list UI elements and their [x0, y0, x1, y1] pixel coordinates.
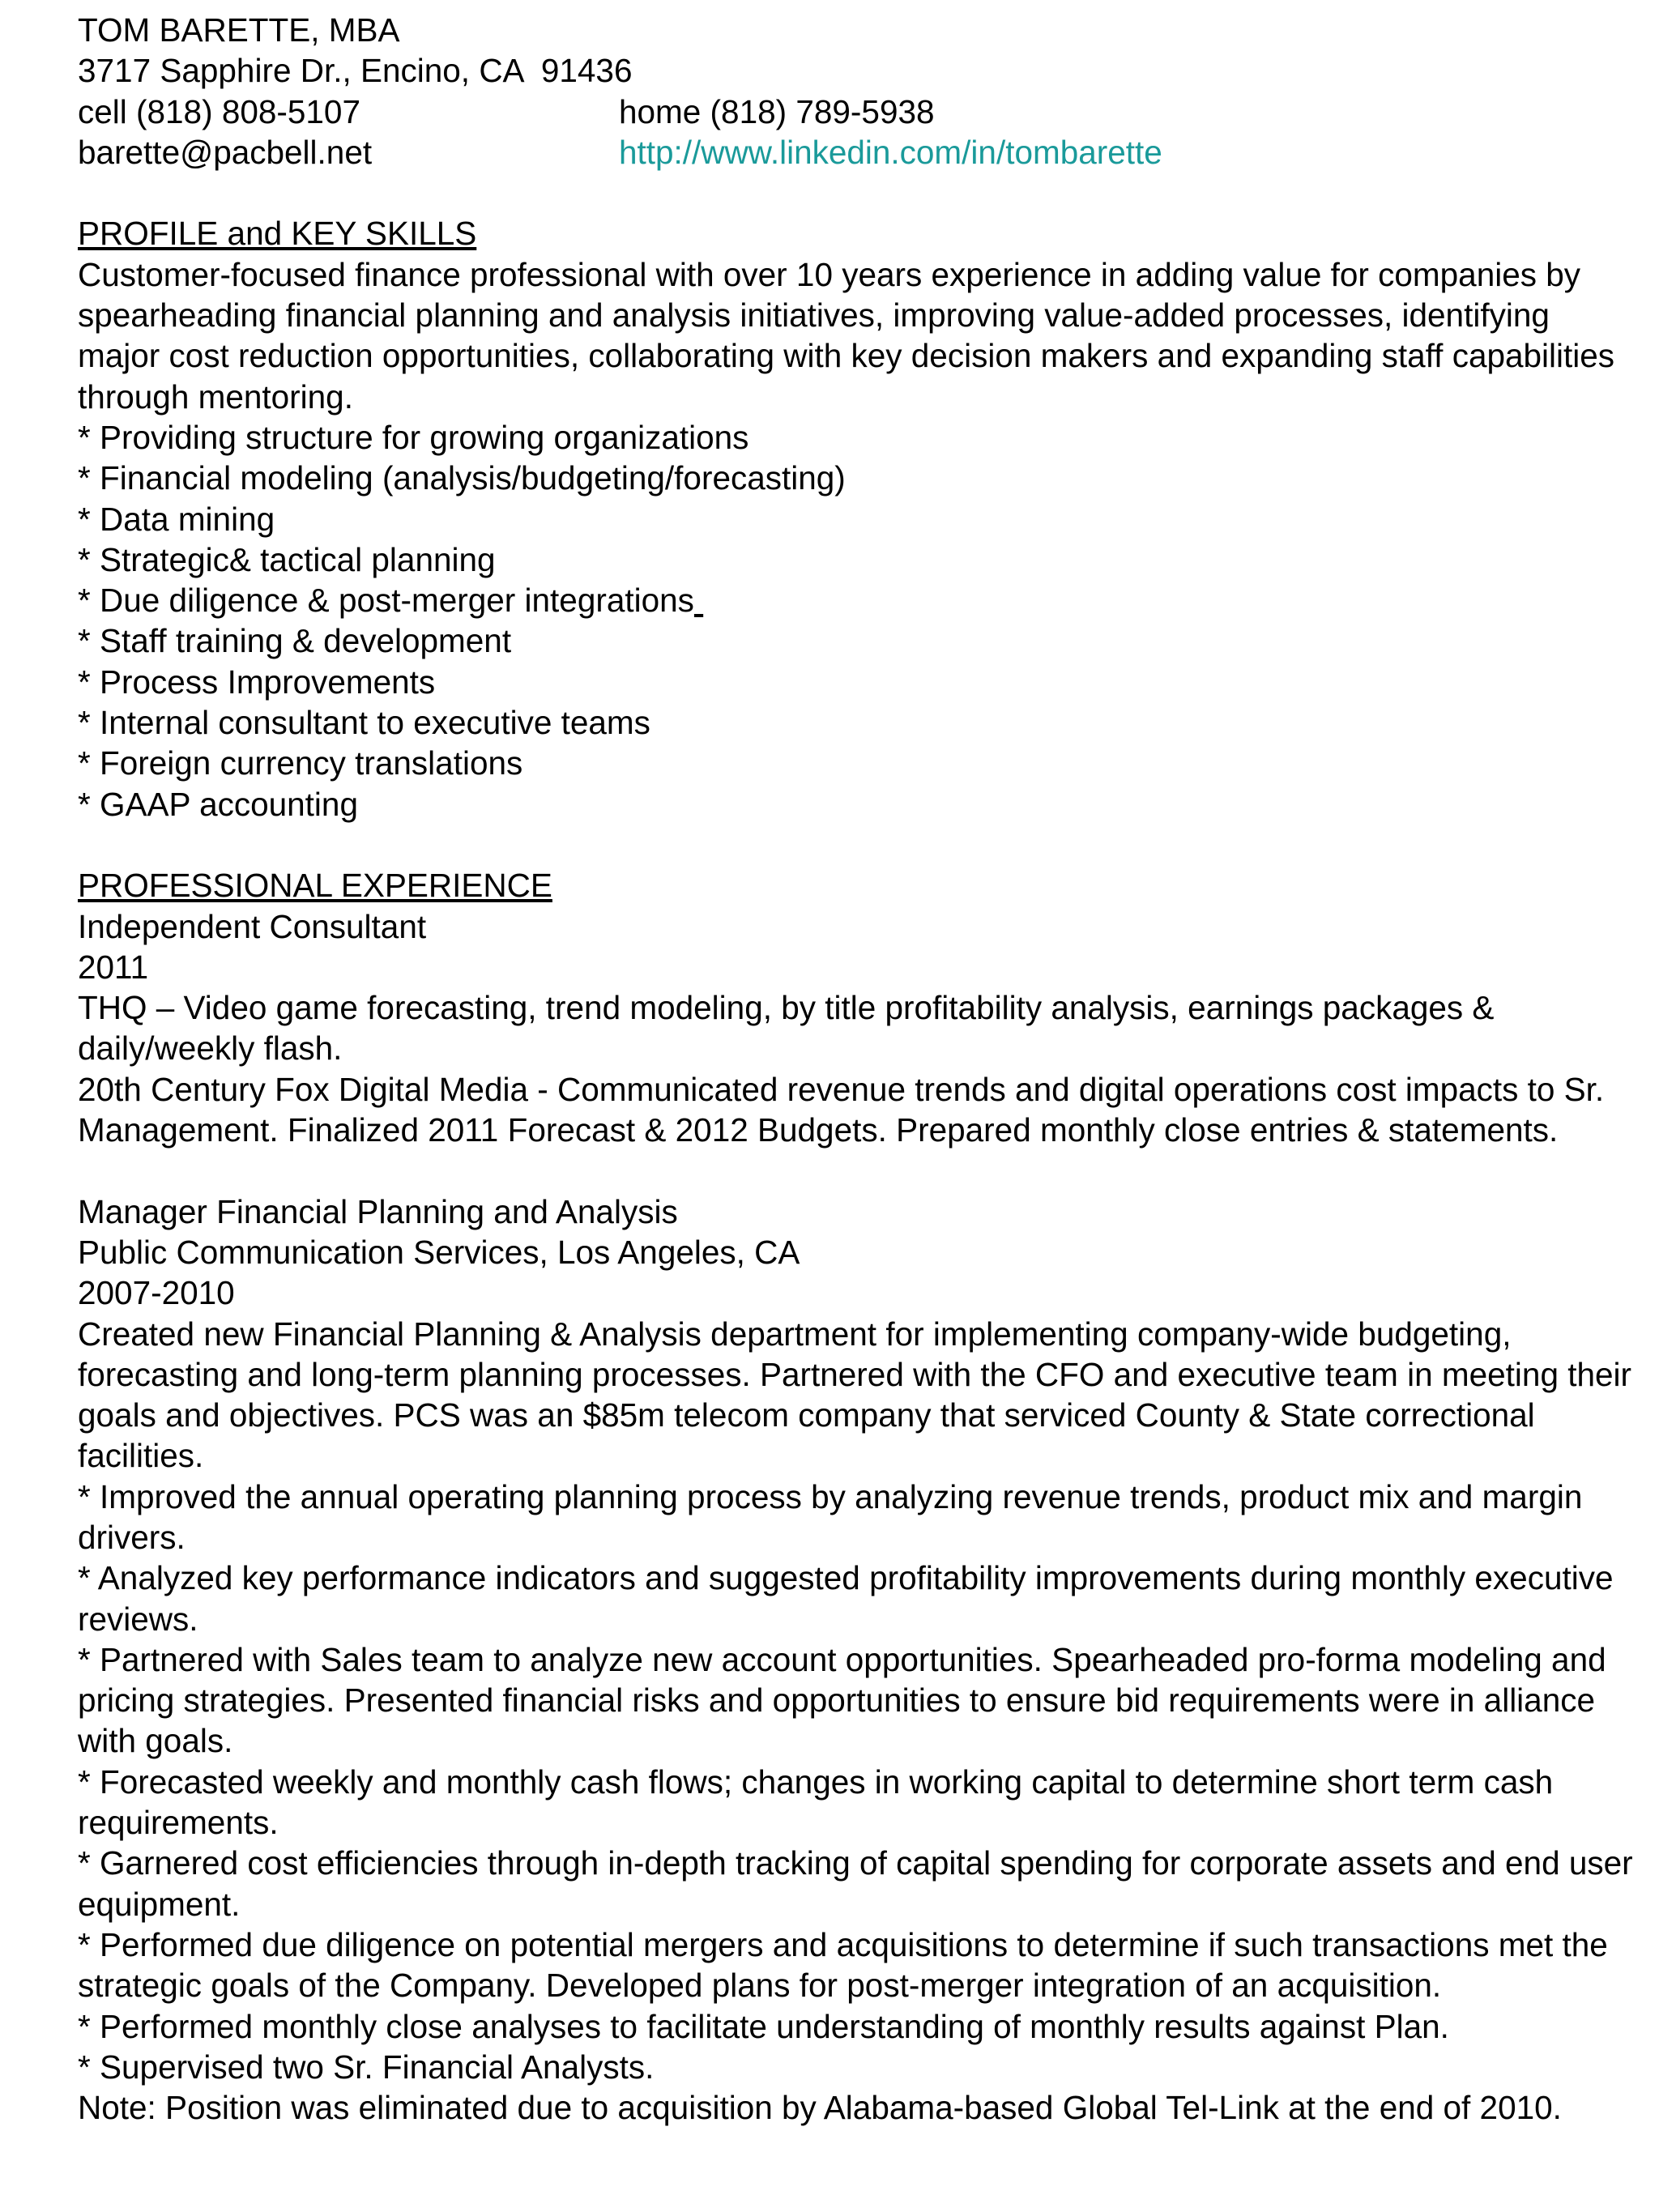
profile-heading: PROFILE and KEY SKILLS	[78, 215, 477, 253]
pcs-bullet: * Performed due diligence on potential mergers and acquisitions to determine if such transactions met the strategic goals of the Company. Developed plans for post-merger integration of an acquisition.	[78, 1925, 1608, 2005]
pcs-bullet: * Forecasted weekly and monthly cash flows; changes in working capital to determine short term cash requirements.	[78, 1762, 1554, 1842]
spacer	[78, 825, 1633, 865]
spacer	[78, 1150, 1633, 1191]
profile-summary: Customer-focused finance professional with over 10 years experience in adding value for companies by spearheading financial planning and analysis initiatives, improving value-added processes, identifying major cost reduction opportunities, collaborating with key decision makers and expanding staff capabilities through mentoring.	[78, 255, 1615, 416]
candidate-name: TOM BARETTE, MBA	[78, 11, 400, 49]
pcs-company: Public Communication Services, Los Angeles, CA	[78, 1233, 800, 1271]
pcs-bullet: * Analyzed key performance indicators and suggested profitability improvements during monthly executive reviews.	[78, 1559, 1614, 1638]
street-address: 3717 Sapphire Dr., Encino, CA 91436	[78, 52, 633, 90]
pcs-bullet: * Partnered with Sales team to analyze new account opportunities. Spearheaded pro-forma modeling and pricing strategies. Presented financial risks and opportunities to ensure bid requirements were in alliance with goals.	[78, 1640, 1606, 1760]
pcs-summary: Created new Financial Planning & Analysis department for implementing company-wide budgeting, forecasting and long-term planning processes. Partnered with the CFO and executive team in meeting their goals and objectives. PCS was an $85m telecom company that serviced County & State correctional facilities.	[78, 1315, 1632, 1475]
pcs-title: Manager Financial Planning and Analysis	[78, 1192, 678, 1230]
web-row	[78, 132, 1633, 173]
consultant-thq: THQ – Video game forecasting, trend modeling, by title profitability analysis, earnings packages & daily/weekly flash.	[78, 989, 1495, 1068]
skill-item: * Financial modeling (analysis/budgeting/forecasting)	[78, 459, 846, 497]
skill-item: * Internal consultant to executive teams	[78, 704, 650, 742]
linkedin-link[interactable]: http://www.linkedin.com/in/tombarette	[619, 133, 1162, 171]
skill-item: * Process Improvements	[78, 663, 436, 701]
experience-heading: PROFESSIONAL EXPERIENCE	[78, 867, 552, 905]
home-phone: home (818) 789-5938	[619, 92, 935, 130]
skill-item: * Foreign currency translations	[78, 744, 523, 782]
skill-item: * Data mining	[78, 500, 275, 538]
phone-row	[78, 92, 1633, 132]
pcs-bullet: * Supervised two Sr. Financial Analysts.	[78, 2048, 655, 2086]
skill-item: * Staff training & development	[78, 622, 512, 660]
pcs-bullet: * Improved the annual operating planning process by analyzing revenue trends, product mix and margin drivers.	[78, 1477, 1583, 1556]
pcs-bullet-list	[78, 1477, 1633, 2087]
pcs-note: Note: Position was eliminated due to acquisition by Alabama-based Global Tel-Link at the end of 2010.	[78, 2089, 1562, 2127]
spacer	[78, 173, 1633, 213]
pcs-bullet: * Garnered cost efficiencies through in-depth tracking of capital spending for corporate assets and end user equipment.	[78, 1844, 1633, 1923]
skill-item: * Strategic& tactical planning	[78, 540, 496, 578]
skill-item-text: * Due diligence & post-merger integrations	[78, 582, 694, 620]
email-address: barette@pacbell.net	[78, 133, 373, 171]
skill-item: * GAAP accounting	[78, 785, 358, 823]
skills-list	[78, 417, 1633, 825]
consultant-fox: 20th Century Fox Digital Media - Communicated revenue trends and digital operations cost impacts to Sr. Management. Finalized 2011 Forecast & 2012 Budgets. Prepared monthly close entries & statements.	[78, 1070, 1605, 1149]
consultant-title: Independent Consultant	[78, 907, 427, 945]
skill-item	[78, 580, 1633, 620]
trailing-underline	[694, 582, 703, 619]
pcs-years: 2007-2010	[78, 1274, 235, 1312]
resume-page	[78, 10, 1633, 2128]
skill-item: * Providing structure for growing organizations	[78, 418, 749, 456]
consultant-years: 2011	[78, 948, 149, 986]
cell-phone: cell (818) 808-5107	[78, 92, 360, 130]
pcs-bullet: * Performed monthly close analyses to facilitate understanding of monthly results against Plan.	[78, 2007, 1449, 2045]
